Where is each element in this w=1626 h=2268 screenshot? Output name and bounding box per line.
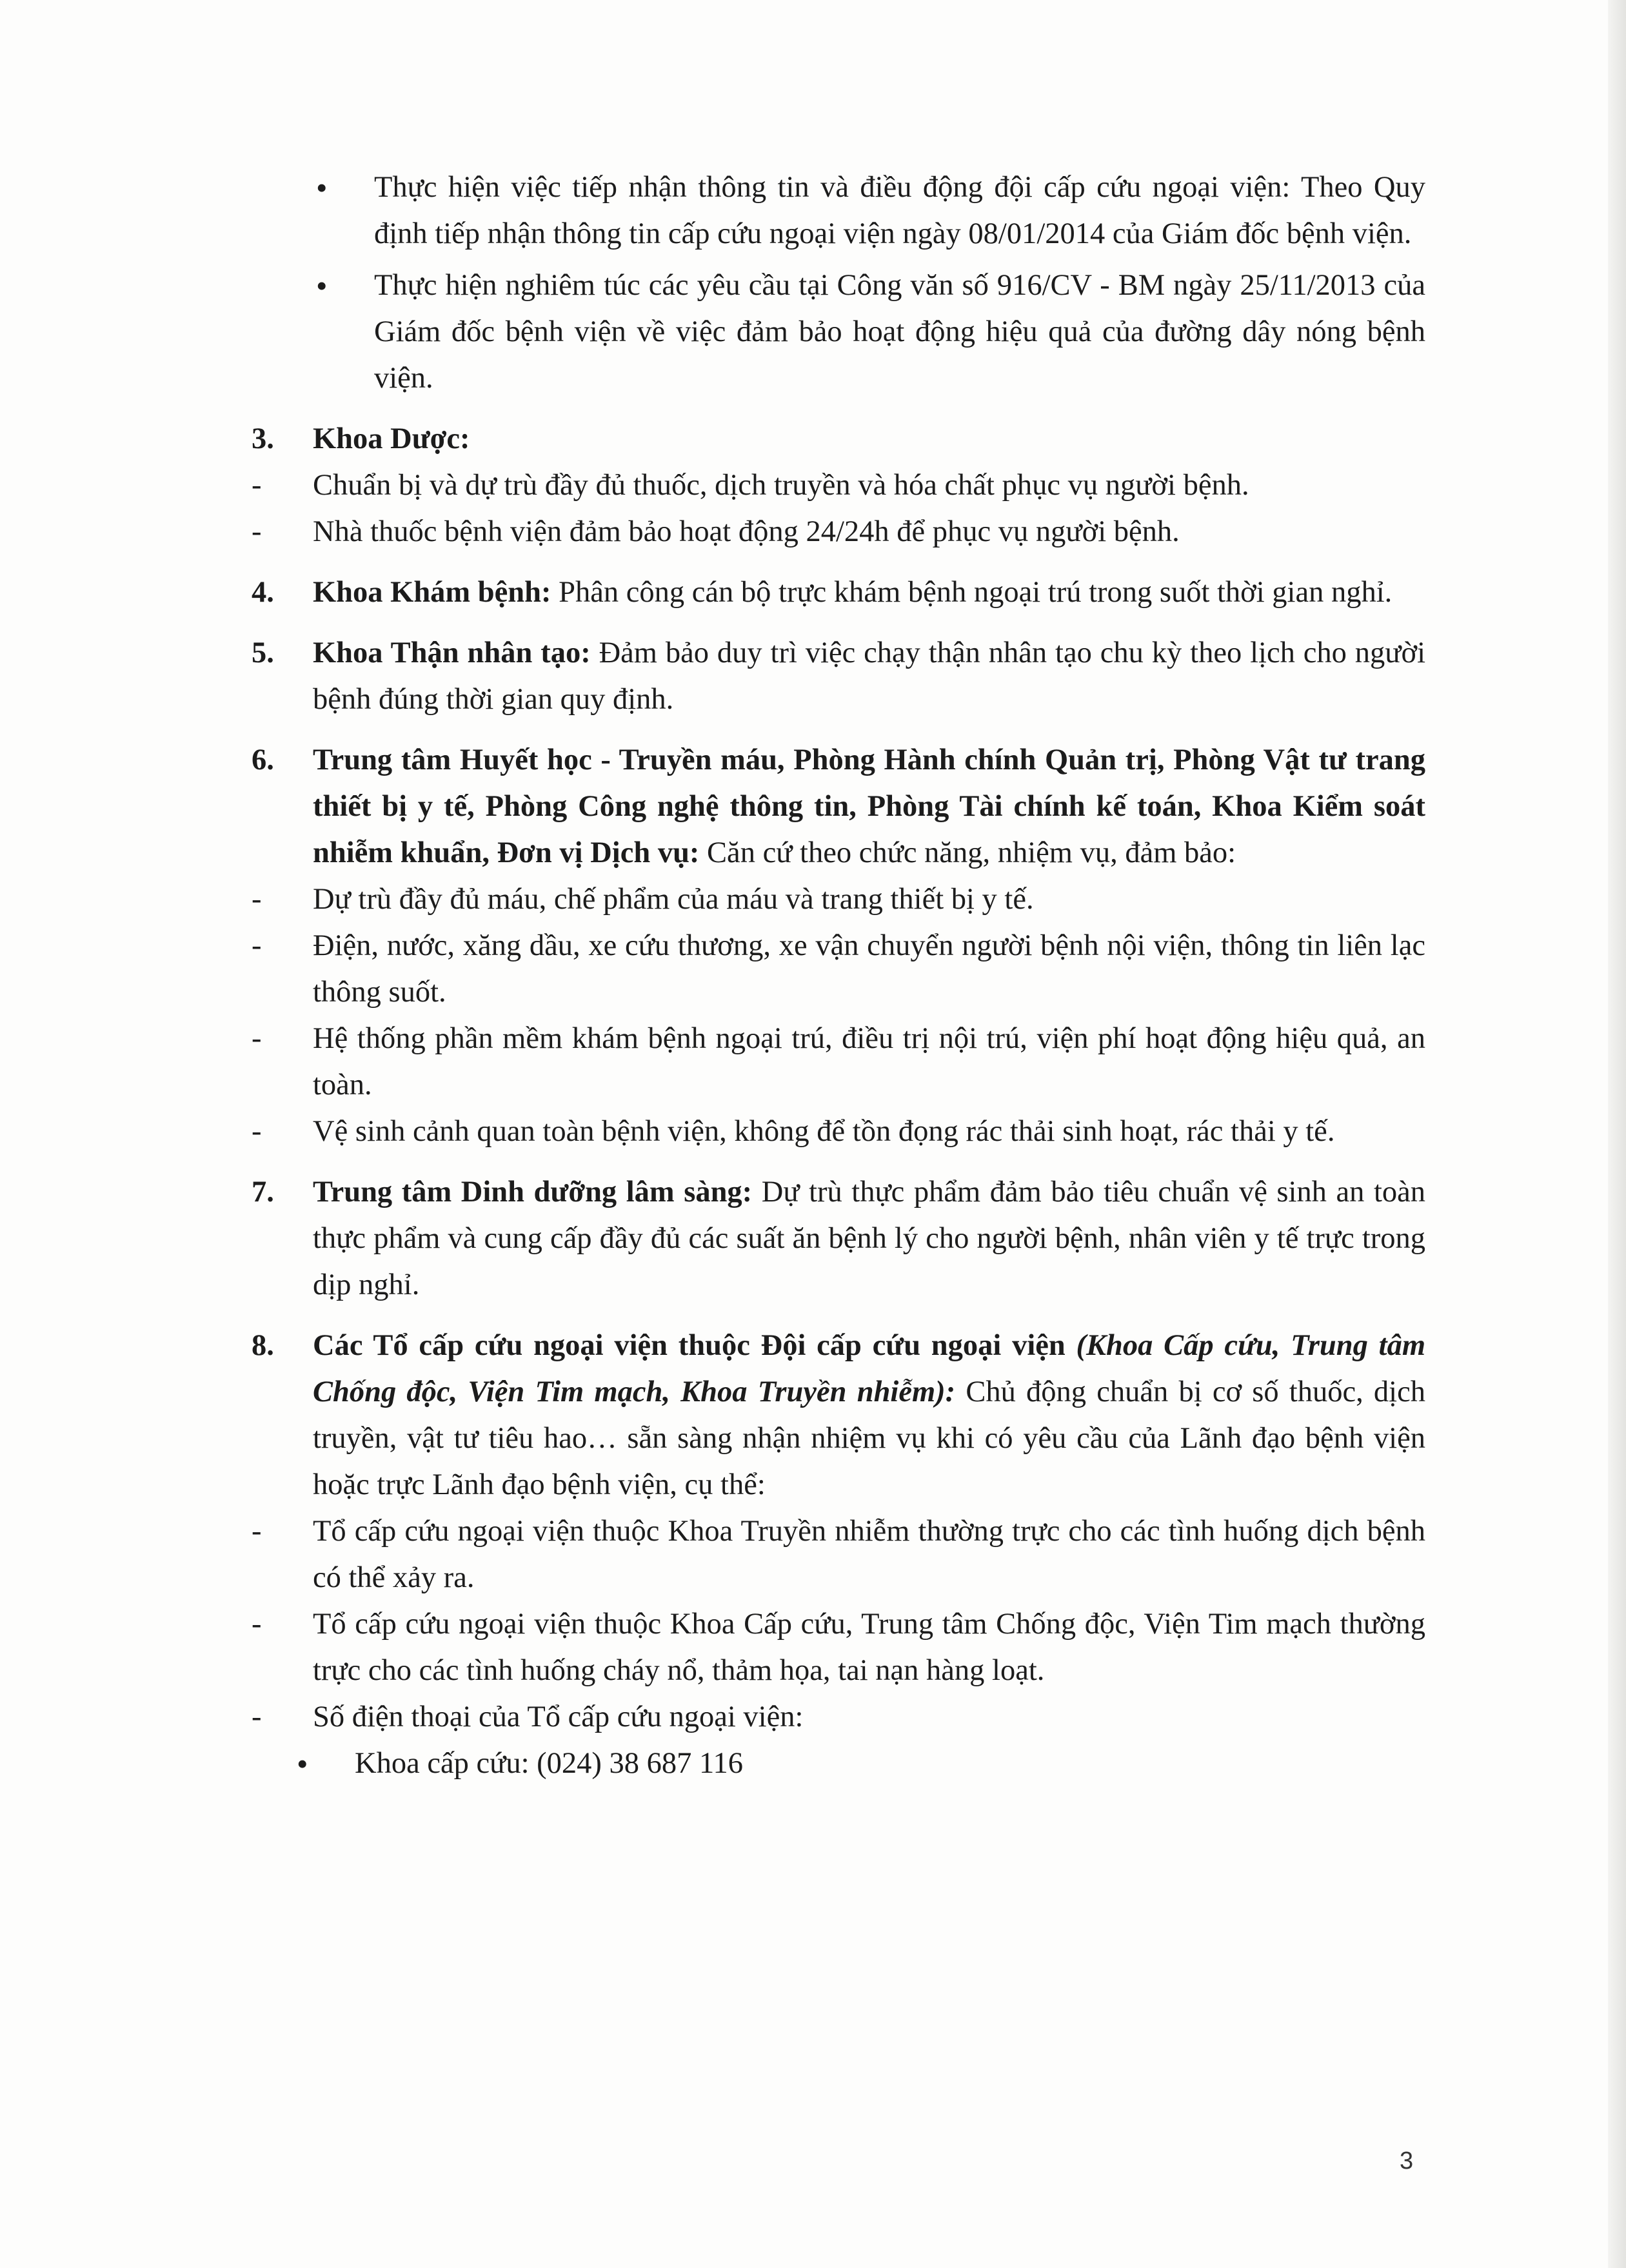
section-text: Dự trù thực phẩm đảm bảo tiêu chuẩn vệ sinh an toàn thực phẩm và cung cấp đầy đủ các suất ăn bệnh lý cho người bệnh, nhân viên y tế trực trong dịp nghỉ. bbox=[313, 1176, 1426, 1301]
section-text: Phân công cán bộ trực khám bệnh ngoại trú trong suốt thời gian nghỉ. bbox=[551, 576, 1393, 609]
section-5 bbox=[245, 630, 1425, 723]
section-8 bbox=[245, 1323, 1425, 1508]
section-number: 4. bbox=[252, 576, 274, 609]
list-item: - Chuẩn bị và dự trù đầy đủ thuốc, dịch truyền và hóa chất phục vụ người bệnh. bbox=[245, 462, 1425, 509]
section-number: 7. bbox=[252, 1176, 274, 1208]
bullet-intake-info: • Thực hiện việc tiếp nhận thông tin và điều động đội cấp cứu ngoại viện: Theo Quy định tiếp nhận thông tin cấp cứu ngoại viện ngày 08/01/2014 của Giám đốc bệnh viện. bbox=[245, 164, 1425, 257]
page-number: 3 bbox=[1400, 2147, 1414, 2174]
section-text: Đảm bảo duy trì việc chạy thận nhân tạo chu kỳ theo lịch cho người bệnh đúng thời gian quy định. bbox=[313, 636, 1426, 716]
list-item: - Tổ cấp cứu ngoại viện thuộc Khoa Truyền nhiễm thường trực cho các tình huống dịch bệnh có thể xảy ra. bbox=[245, 1508, 1425, 1601]
section-heading: Khoa Khám bệnh: bbox=[313, 576, 551, 609]
list-item: - Hệ thống phần mềm khám bệnh ngoại trú, điều trị nội trú, viện phí hoạt động hiệu quả, an toàn. bbox=[245, 1016, 1425, 1109]
section-number: 5. bbox=[252, 636, 274, 669]
section-heading: Khoa Dược: bbox=[313, 422, 470, 455]
section-6 bbox=[245, 737, 1425, 876]
list-item: - Nhà thuốc bệnh viện đảm bảo hoạt động 24/24h để phục vụ người bệnh. bbox=[245, 509, 1425, 555]
document-body bbox=[245, 164, 1425, 1787]
section-3 bbox=[245, 416, 1425, 462]
page-edge-shadow bbox=[1608, 0, 1626, 2268]
section-7 bbox=[245, 1169, 1425, 1308]
list-item: - Vệ sinh cảnh quan toàn bệnh viện, không để tồn đọng rác thải sinh hoạt, rác thải y tế. bbox=[245, 1109, 1425, 1155]
bullet-phone-emergency: • Khoa cấp cứu: (024) 38 687 116 bbox=[245, 1740, 1425, 1787]
section-number: 3. bbox=[252, 422, 274, 455]
list-item: - Tổ cấp cứu ngoại viện thuộc Khoa Cấp cứu, Trung tâm Chống độc, Viện Tim mạch thường trực cho các tình huống cháy nổ, thảm họa, tai nạn hàng loạt. bbox=[245, 1601, 1425, 1694]
list-item: - Số điện thoại của Tổ cấp cứu ngoại viện: bbox=[245, 1694, 1425, 1740]
section-text: Căn cứ theo chức năng, nhiệm vụ, đảm bảo: bbox=[699, 836, 1236, 869]
section-heading: Trung tâm Dinh dưỡng lâm sàng: bbox=[313, 1176, 753, 1208]
bullet-hotline: • Thực hiện nghiêm túc các yêu cầu tại Công văn số 916/CV - BM ngày 25/11/2013 của Giám đốc bệnh viện về việc đảm bảo hoạt động hiệu quả của đường dây nóng bệnh viện. bbox=[245, 262, 1425, 402]
list-item: - Điện, nước, xăng dầu, xe cứu thương, xe vận chuyển người bệnh nội viện, thông tin liên lạc thông suốt. bbox=[245, 923, 1425, 1016]
section-number: 8. bbox=[252, 1329, 274, 1362]
section-heading-italic: (Khoa Cấp cứu, Trung tâm Chống độc, Viện Tim mạch, Khoa Truyền nhiễm): bbox=[313, 1329, 1425, 1408]
section-heading: Các Tổ cấp cứu ngoại viện thuộc Đội cấp cứu ngoại viện bbox=[313, 1329, 1066, 1362]
section-heading: Khoa Thận nhân tạo: bbox=[313, 636, 591, 669]
section-number: 6. bbox=[252, 744, 274, 776]
list-item: - Dự trù đầy đủ máu, chế phẩm của máu và trang thiết bị y tế. bbox=[245, 876, 1425, 923]
section-4 bbox=[245, 569, 1425, 616]
section-text: Chủ động chuẩn bị cơ số thuốc, dịch truyền, vật tư tiêu hao… sẵn sàng nhận nhiệm vụ khi có yêu cầu của Lãnh đạo bệnh viện hoặc trực Lãnh đạo bệnh viện, cụ thể: bbox=[313, 1376, 1425, 1501]
section-heading: Trung tâm Huyết học - Truyền máu, Phòng Hành chính Quản trị, Phòng Vật tư trang thiết bị y tế, Phòng Công nghệ thông tin, Phòng Tài chính kế toán, Khoa Kiểm soát nhiễm khuẩn, Đơn vị Dịch vụ: bbox=[313, 744, 1425, 869]
